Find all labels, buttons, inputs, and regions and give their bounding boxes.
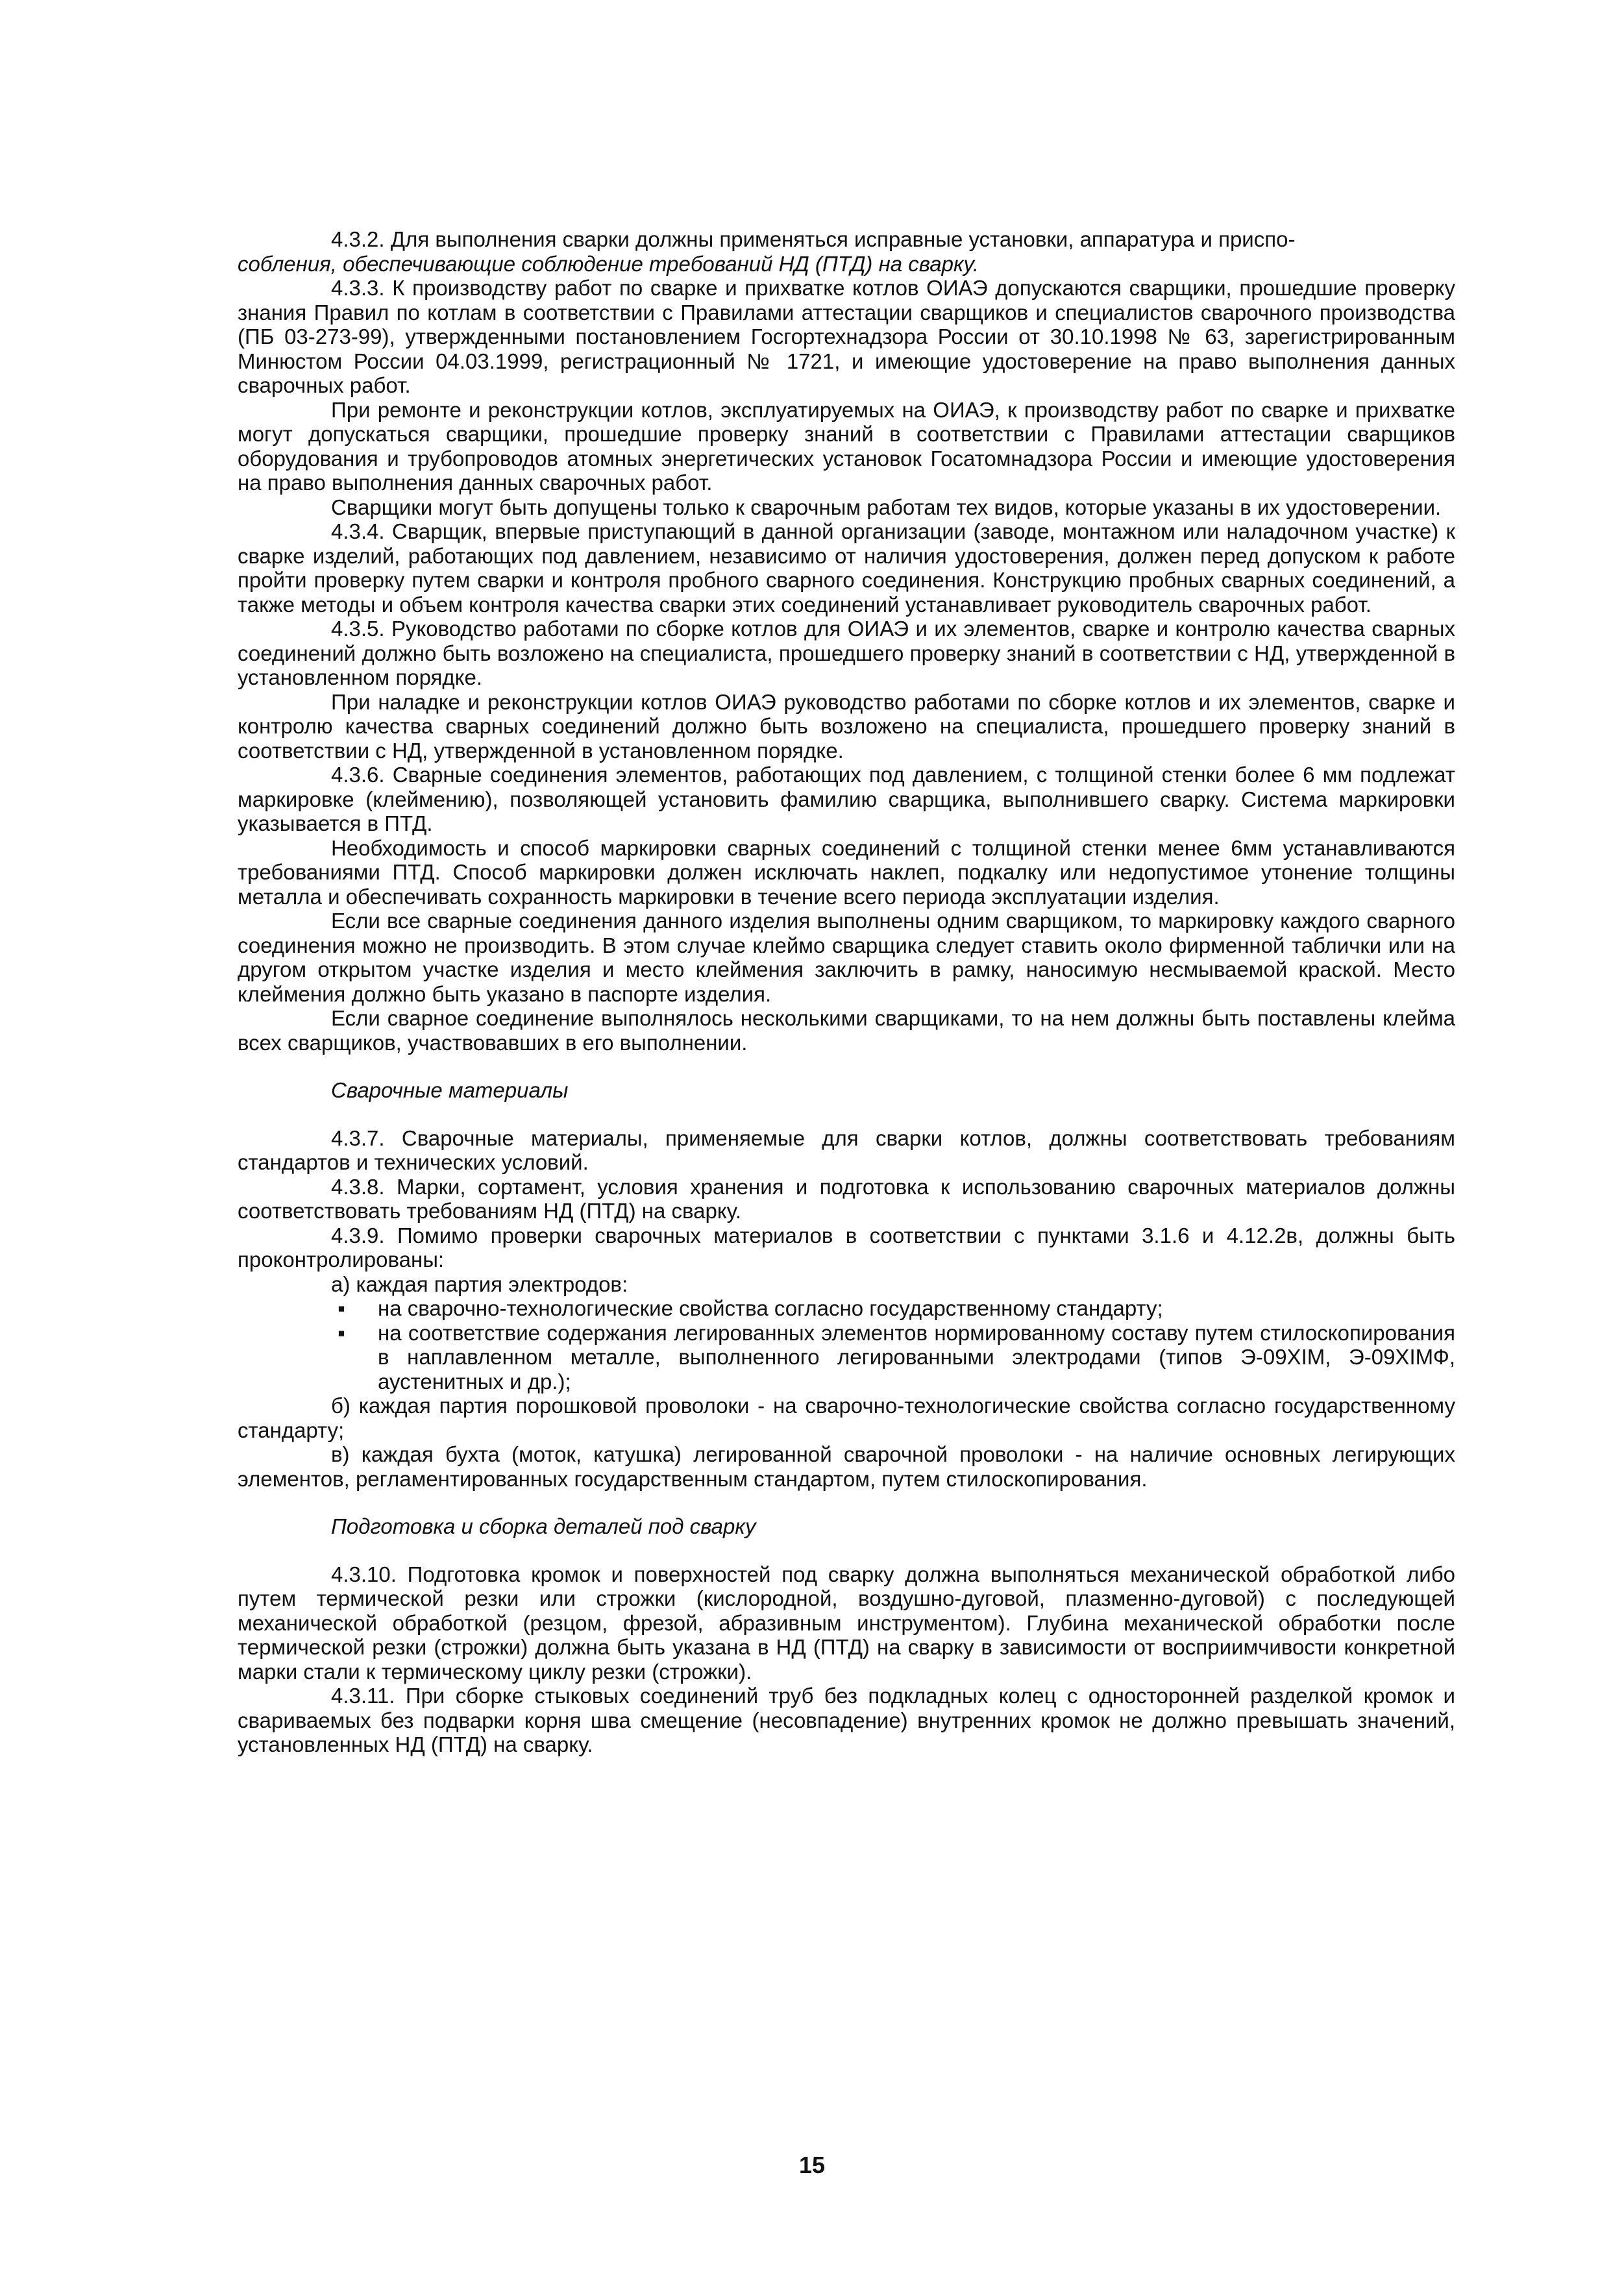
bullet-item-alloy-content	[338, 1320, 1455, 1394]
list-item-b: б) каждая партия порошковой проволоки - на сварочно-технологические свойства согласно государственному стандарту;	[238, 1394, 1455, 1442]
paragraph-4-3-6-multiple-welders: Если сварное соединение выполнялось несколькими сварщиками, то на нем должны быть поставлены клейма всех сварщиков, участвовавших в его выполнении.	[238, 1006, 1455, 1055]
bullet-icon: ▪	[338, 1320, 345, 1345]
bullet-text: на сварочно-технологические свойства согласно государственному стандарту;	[378, 1296, 1163, 1320]
paragraph-4-3-11: 4.3.11. При сборке стыковых соединений труб без подкладных колец с односторонней разделкой кромок и свариваемых без подварки корня шва смещение (несовпадение) внутренних кромок не должно превышать значений, установленных НД (ПТД) на сварку.	[238, 1684, 1455, 1756]
bullet-text: на соответствие содержания легированных элементов нормированному составу путем стилоскопирования в наплавленном металле, выполненного легированными электродами (типов Э-09ХIМ, Э-09ХIМФ, аустенитных и др.);	[378, 1320, 1455, 1394]
paragraph-4-3-7: 4.3.7. Сварочные материалы, применяемые для сварки котлов, должны соответствовать требованиям стандартов и технических условий.	[238, 1125, 1455, 1174]
paragraph-4-3-2: 4.3.2. Для выполнения сварки должны применяться исправные установки, аппаратура и приспо-	[331, 227, 1296, 251]
paragraph-4-3-6: 4.3.6. Сварные соединения элементов, работающих под давлением, с толщиной стенки более 6 мм подлежат маркировке (клеймению), позволяющей установить фамилию сварщика, выполнившего сварку. Система маркировки указывается в ПТД.	[238, 763, 1455, 835]
paragraph-4-3-10: 4.3.10. Подготовка кромок и поверхностей под сварку должна выполняться механической обработкой либо путем термической резки или строжки (кислородной, воздушно-дуговой, плазменно-дуговой) с последующей механической обработкой (резцом, фрезой, абразивным инструментом). Глубина механической обработки после термической резки (строжки) должна быть указана в НД (ПТД) на сварку в зависимости от восприимчивости конкретной марки стали к термическому циклу резки (строжки).	[238, 1562, 1455, 1684]
paragraph-4-3-8: 4.3.8. Марки, сортамент, условия хранения и подготовка к использованию сварочных материалов должны соответствовать требованиям НД (ПТД) на сварку.	[238, 1174, 1455, 1223]
paragraph-4-3-6-single-welder: Если все сварные соединения данного изделия выполнены одним сварщиком, то маркировку каждого сварного соединения можно не производить. В этом случае клеймо сварщика следует ставить около фирменной таблички или на другом открытом участке изделия и место клеймения заключить в рамку, наносимую несмываемой краской. Место клеймения должно быть указано в паспорте изделия.	[238, 909, 1455, 1006]
section-heading-welding-materials: Сварочные материалы	[331, 1078, 569, 1102]
list-item-a: а) каждая партия электродов:	[331, 1272, 628, 1296]
section-heading-preparation-assembly: Подготовка и сборка деталей под сварку	[331, 1514, 756, 1538]
paragraph-4-3-2-continuation: собления, обеспечивающие соблюдение требований НД (ПТД) на сварку.	[238, 251, 979, 276]
list-item-c: в) каждая бухта (моток, катушка) легированной сварочной проволоки - на наличие основных легирующих элементов, регламентированных государственным стандартом, путем стилоскопирования.	[238, 1442, 1455, 1491]
bullet-item-welding-properties	[338, 1296, 1455, 1321]
paragraph-4-3-3: 4.3.3. К производству работ по сварке и прихватке котлов ОИАЭ допускаются сварщики, прошедшие проверку знания Правил по котлам в соответствии с Правилами аттестации сварщиков и специалистов сварочного производства (ПБ 03-273-99), утвержденными постановлением Госгортехнадзора России от 30.10.1998 № 63, зарегистрированным Минюстом России 04.03.1999, регистрационный № 1721, и имеющие удостоверение на право выполнения данных сварочных работ.	[238, 276, 1455, 397]
bullet-icon: ▪	[338, 1296, 345, 1320]
paragraph-4-3-5: 4.3.5. Руководство работами по сборке котлов для ОИАЭ и их элементов, сварке и контролю качества сварных соединений должно быть возложено на специалиста, прошедшего проверку знаний в соответствии с НД, утвержденной в установленном порядке.	[238, 617, 1455, 689]
document-body	[238, 227, 1455, 1757]
paragraph-4-3-5-setup: При наладке и реконструкции котлов ОИАЭ руководство работами по сборке котлов и их элементов, сварке и контролю качества сварных соединений должно быть возложено на специалиста, прошедшего проверку знаний в соответствии с НД, утвержденной в установленном порядке.	[238, 689, 1455, 763]
paragraph-4-3-3-scope: Сварщики могут быть допущены только к сварочным работам тех видов, которые указаны в их удостоверении.	[331, 495, 1442, 519]
paragraph-4-3-3-repair: При ремонте и реконструкции котлов, эксплуатируемых на ОИАЭ, к производству работ по сварке и прихватке могут допускаться сварщики, прошедшие проверку знаний в соответствии с Правилами аттестации сварщиков оборудования и трубопроводов атомных энергетических установок Госатомнадзора России и имеющие удостоверения на право выполнения данных сварочных работ.	[238, 397, 1455, 495]
paragraph-4-3-6-thin-wall: Необходимость и способ маркировки сварных соединений с толщиной стенки менее 6мм устанавливаются требованиями ПТД. Способ маркировки должен исключать наклеп, подкалку или недопустимое утонение толщины металла и обеспечивать сохранность маркировки в течение всего периода эксплуатации изделия.	[238, 835, 1455, 909]
page-number: 15	[798, 2152, 826, 2178]
paragraph-4-3-4: 4.3.4. Сварщик, впервые приступающий в данной организации (заводе, монтажном или наладочном участке) к сварке изделий, работающих под давлением, независимо от наличия удостоверения, должен перед допуском к работе пройти проверку путем сварки и контроля пробного сварного соединения. Конструкцию пробных сварных соединений, а также методы и объем контроля качества сварки этих соединений устанавливает руководитель сварочных работ.	[238, 519, 1455, 617]
paragraph-4-3-9: 4.3.9. Помимо проверки сварочных материалов в соответствии с пунктами 3.1.6 и 4.12.2в, должны быть проконтролированы:	[238, 1223, 1455, 1272]
